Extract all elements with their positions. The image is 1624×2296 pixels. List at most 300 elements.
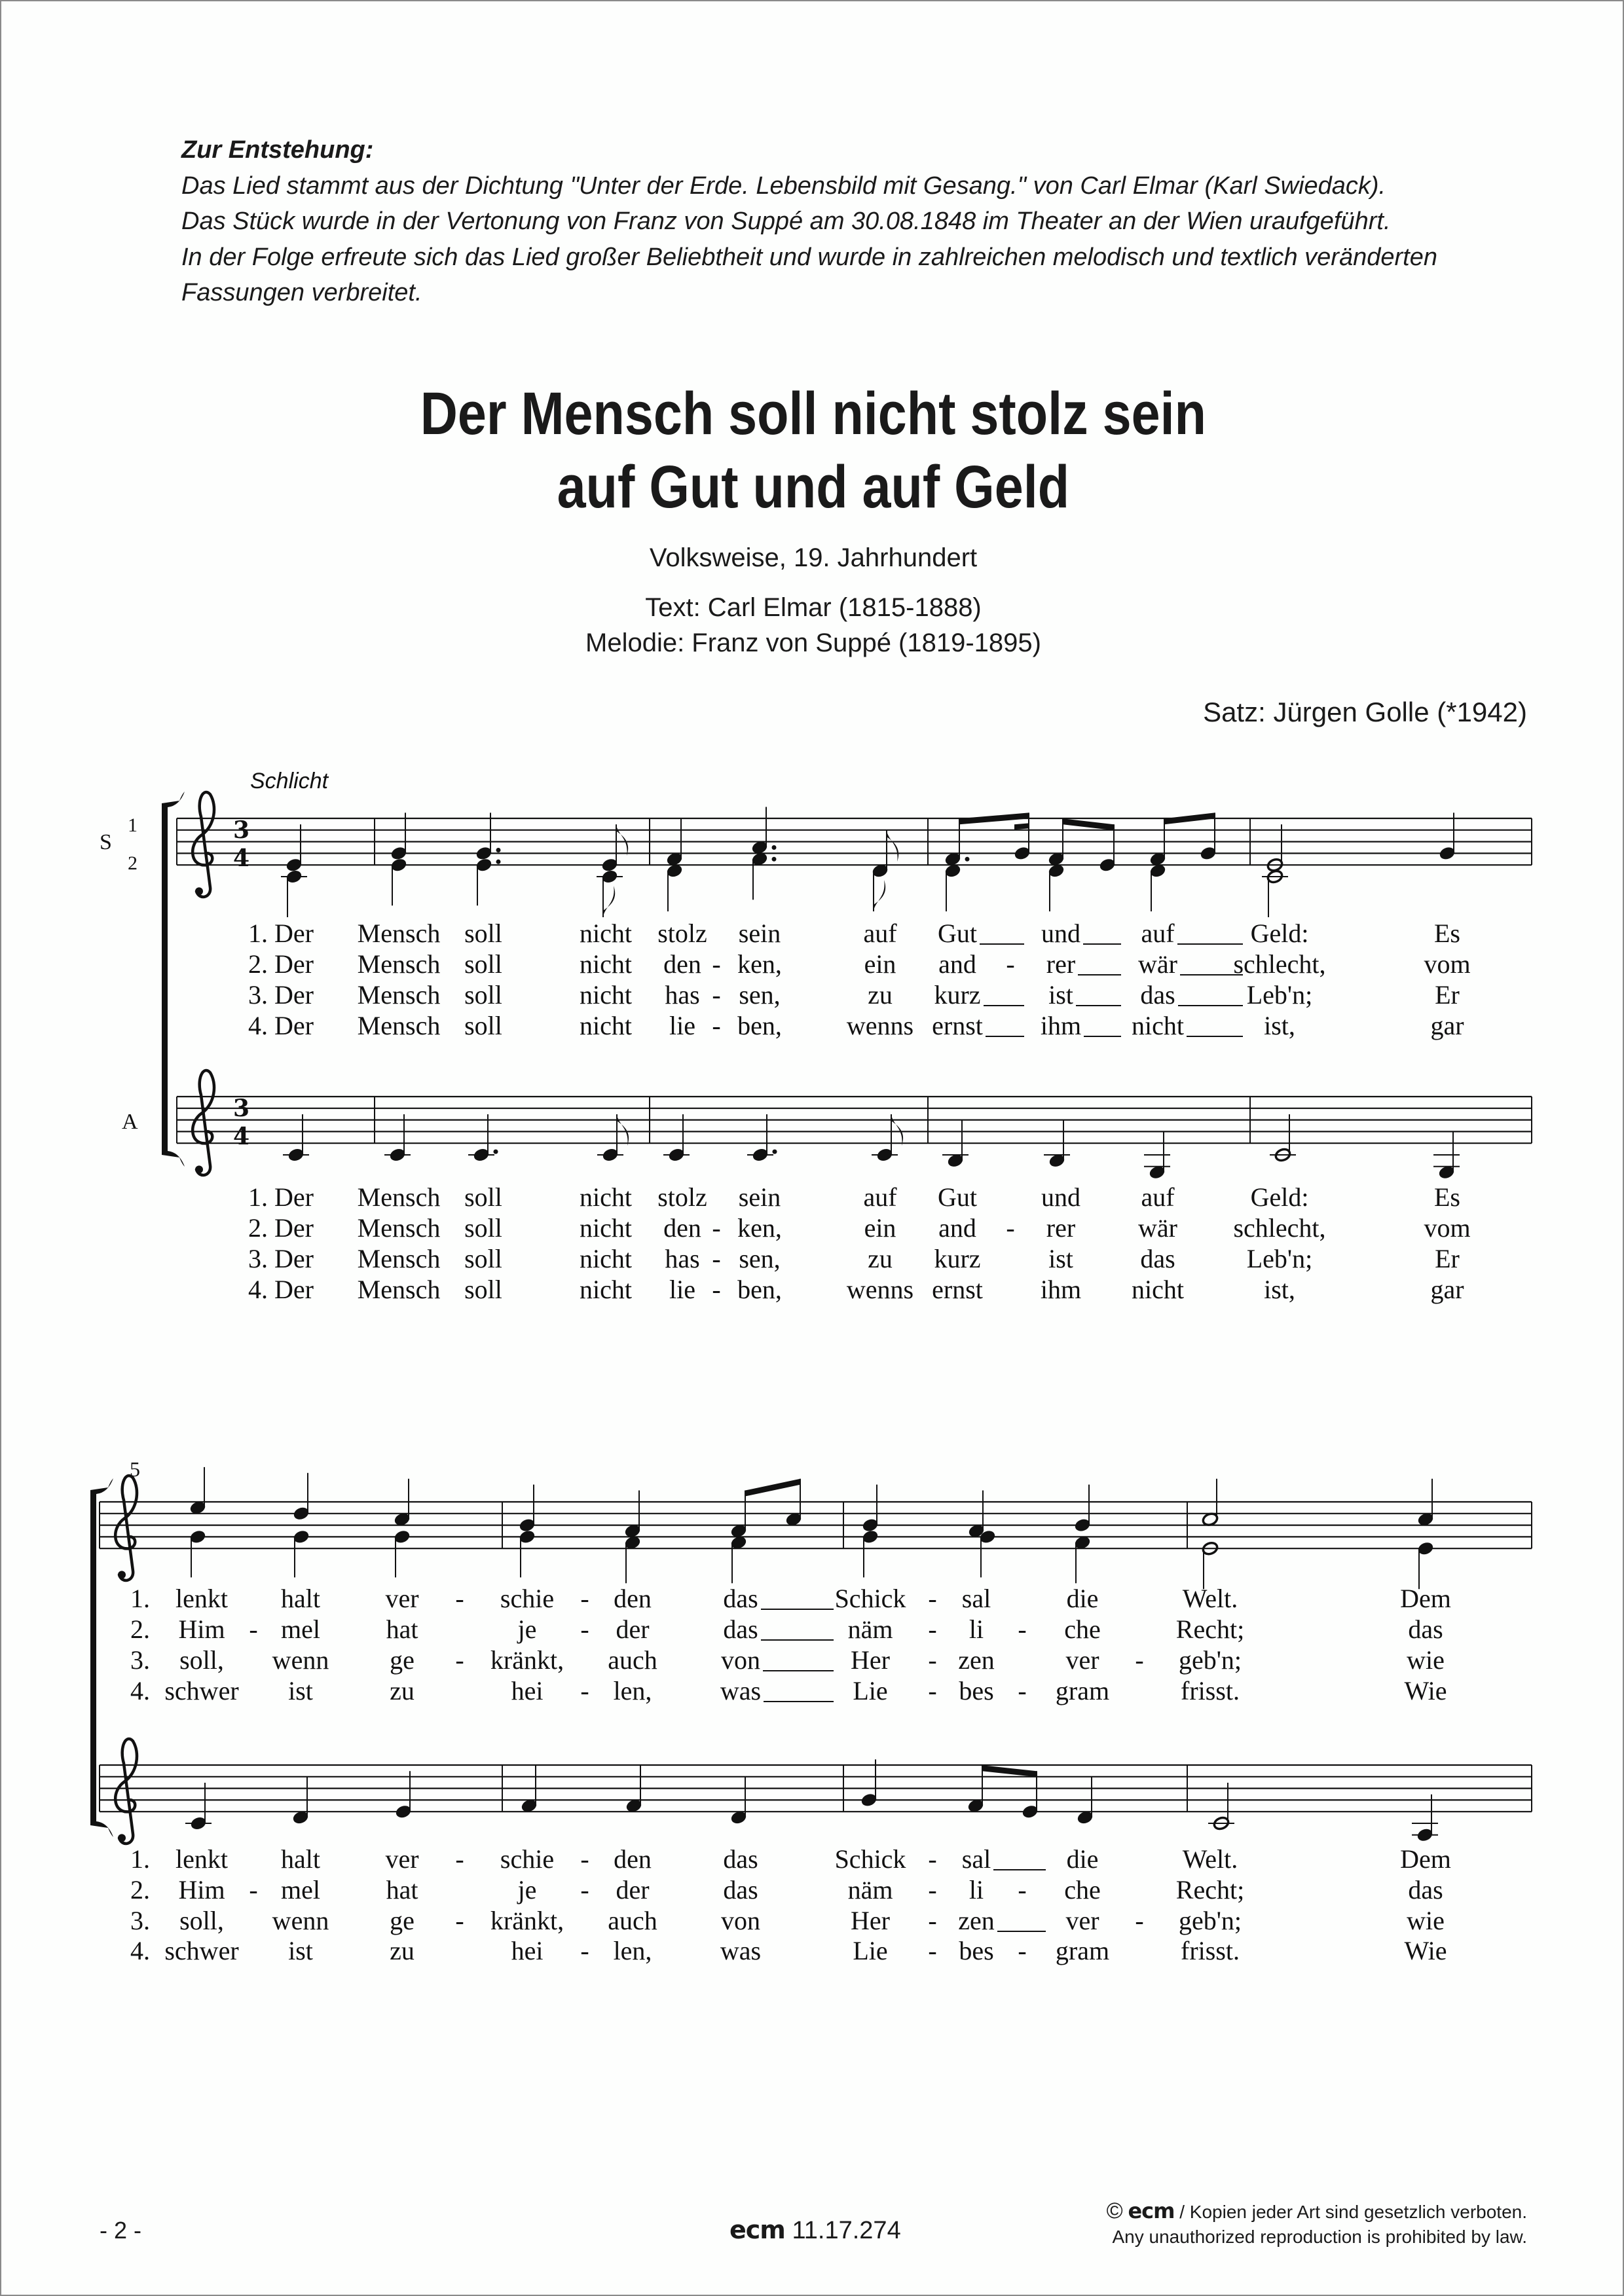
lyric-extender-line	[1084, 1036, 1121, 1037]
lyric-syllable: rer	[1046, 1213, 1076, 1243]
lyric-hyphen: -	[455, 1645, 464, 1675]
lyric-extender-line	[1178, 1005, 1244, 1006]
lyric-syllable: kränkt,	[490, 1645, 564, 1675]
augmentation-dot	[494, 1150, 498, 1154]
note-flag	[616, 824, 628, 856]
time-signature-top: 3	[233, 816, 250, 844]
origin-line: Das Lied stammt aus der Dichtung "Unter der Erde. Lebensbild mit Gesang." von Carl Elmar (Karl Swiedack).	[181, 172, 1386, 200]
lyric-syllable: den	[663, 949, 701, 979]
lyric-syllable: Lie	[853, 1936, 888, 1965]
lyric-extender-line	[984, 1005, 1025, 1006]
lyric-syllable: Him	[178, 1614, 225, 1644]
lyric-syllable: nicht	[580, 919, 632, 948]
lyric-syllable: soll	[464, 1275, 502, 1304]
verse-number: 3.	[248, 980, 268, 1010]
lyric-syllable: Schick	[834, 1584, 906, 1613]
lyric-syllable: ist,	[1264, 1011, 1295, 1040]
lyric-hyphen: -	[928, 1906, 937, 1935]
lyric-syllable: von	[721, 1645, 760, 1675]
augmentation-dot	[773, 1150, 777, 1154]
lyric-syllable: gram	[1055, 1936, 1110, 1965]
lyric-syllable: ver	[1065, 1906, 1099, 1935]
time-signature-bottom: 4	[233, 1123, 250, 1150]
lyric-syllable: and	[938, 1213, 976, 1243]
lyric-syllable: ein	[864, 1213, 896, 1243]
lyric-extender-line	[1187, 1036, 1243, 1037]
lyric-syllable: die	[1066, 1584, 1099, 1613]
note-beam	[1164, 812, 1215, 824]
note-beam	[745, 1479, 800, 1497]
lyric-syllable: soll	[464, 919, 502, 948]
lyric-syllable: schie	[500, 1844, 555, 1874]
lyric-syllable: Mensch	[357, 1011, 441, 1040]
score-notation	[1, 1, 1624, 2296]
lyric-syllable: Leb'n;	[1246, 1244, 1313, 1273]
bracket-hook-bottom	[162, 1151, 185, 1167]
lyric-syllable: Der	[274, 1275, 314, 1304]
lyric-syllable: has	[665, 1244, 700, 1273]
page-number: - 2 -	[100, 2217, 142, 2244]
lyric-syllable: Der	[274, 1213, 314, 1243]
lyric-hyphen: -	[1006, 949, 1015, 979]
lyric-syllable: Der	[274, 1011, 314, 1040]
lyric-syllable: nicht	[1132, 1011, 1184, 1040]
lyric-syllable: Mensch	[357, 1182, 441, 1212]
lyric-syllable: wie	[1407, 1645, 1445, 1675]
lyric-hyphen: -	[455, 1584, 464, 1613]
lyric-syllable: was	[720, 1936, 762, 1965]
lyric-syllable: halt	[281, 1584, 320, 1613]
verse-number: 4.	[248, 1275, 268, 1304]
note-beam	[1063, 818, 1114, 830]
lyric-syllable: Mensch	[357, 980, 441, 1010]
lyric-syllable: gar	[1430, 1011, 1464, 1040]
lyric-syllable: soll	[464, 1213, 502, 1243]
origin-subtitle: Volksweise, 19. Jahrhundert	[649, 543, 978, 572]
lyric-syllable: Es	[1434, 1182, 1460, 1212]
staff-sys1_upper	[177, 792, 1532, 917]
lyric-hyphen: -	[928, 1844, 937, 1874]
lyric-syllable: ist	[1048, 1244, 1073, 1273]
verse-number: 3.	[248, 1244, 268, 1273]
verse-number: 1.	[248, 1182, 268, 1212]
augmentation-dot	[496, 848, 501, 852]
lyric-syllable: li	[969, 1875, 984, 1904]
lyric-syllable: che	[1064, 1875, 1101, 1904]
lyric-syllable: Her	[851, 1906, 890, 1935]
lyric-syllable: kurz	[934, 980, 981, 1010]
lyric-syllable: Er	[1435, 1244, 1460, 1273]
time-signature-bottom: 4	[233, 845, 250, 872]
time-signature-top: 3	[233, 1095, 250, 1122]
lyric-syllable: ben,	[737, 1275, 782, 1304]
lyric-syllable: Recht;	[1175, 1875, 1245, 1904]
lyric-syllable: nicht	[580, 949, 632, 979]
lyric-syllable: ein	[864, 949, 896, 979]
lyric-syllable: soll	[464, 1244, 502, 1273]
lyric-syllable: das	[723, 1844, 758, 1874]
lyric-syllable: wie	[1407, 1906, 1445, 1935]
lyric-syllable: soll,	[179, 1906, 224, 1935]
lyric-syllable: bes	[959, 1936, 994, 1965]
bracket-hook-top	[162, 792, 185, 807]
note-beam	[959, 812, 1029, 824]
lyric-syllable: Geld:	[1250, 1182, 1309, 1212]
lyric-syllable: je	[517, 1614, 537, 1644]
copyright-line-2: Any unauthorized reproduction is prohibited by law.	[1112, 2227, 1527, 2247]
lyric-syllable: Mensch	[357, 1213, 441, 1243]
note-flag	[887, 830, 898, 862]
lyric-syllable: mel	[281, 1875, 320, 1904]
lyric-hyphen: -	[712, 980, 721, 1010]
lyric-syllable: Es	[1434, 919, 1460, 948]
verse-number: 1.	[130, 1584, 150, 1613]
lyric-syllable: das	[1408, 1614, 1443, 1644]
lyric-syllable: geb'n;	[1178, 1645, 1242, 1675]
note-flag	[617, 1114, 629, 1146]
lyric-syllable: auch	[608, 1906, 657, 1935]
lyric-syllable: lenkt	[175, 1584, 228, 1613]
lyric-syllable: hei	[511, 1936, 544, 1965]
lyric-syllable: soll	[464, 1011, 502, 1040]
lyric-syllable: sal	[961, 1844, 991, 1874]
lyric-syllable: stolz	[657, 919, 707, 948]
lyric-syllable: schie	[500, 1584, 555, 1613]
staff-sys2_lower	[100, 1739, 1532, 1844]
lyric-hyphen: -	[1135, 1645, 1144, 1675]
arranger-credit: Satz: Jürgen Golle (*1942)	[1203, 697, 1527, 727]
lyric-extender-line	[1083, 943, 1121, 945]
lyric-extender-line	[1177, 943, 1244, 945]
lyric-syllable: ben,	[737, 1011, 782, 1040]
lyric-syllable: nicht	[1132, 1275, 1184, 1304]
lyric-syllable: Er	[1435, 980, 1460, 1010]
lyric-syllable: Der	[274, 1244, 314, 1273]
lyric-syllable: Schick	[834, 1844, 906, 1874]
lyric-syllable: hat	[386, 1875, 418, 1904]
lyric-syllable: wenns	[846, 1275, 914, 1304]
lyric-syllable: je	[517, 1875, 537, 1904]
lyric-syllable: frisst.	[1181, 1676, 1240, 1705]
lyric-syllable: Wie	[1404, 1936, 1447, 1965]
verse-number: 1.	[248, 919, 268, 948]
verse-number: 2.	[130, 1614, 150, 1644]
lyric-syllable: Leb'n;	[1246, 980, 1313, 1010]
verse-number: 4.	[130, 1936, 150, 1965]
lyric-hyphen: -	[712, 1275, 721, 1304]
treble-clef-icon-dot	[195, 887, 203, 895]
lyric-syllable: len,	[613, 1676, 652, 1705]
lyric-syllable: Mensch	[357, 1275, 441, 1304]
note-flag	[874, 880, 885, 911]
tempo-marking: Schlicht	[250, 769, 329, 793]
note-beam-secondary	[1014, 823, 1029, 829]
lyric-syllable: nicht	[580, 1244, 632, 1273]
augmentation-dot	[772, 857, 777, 862]
staff-label-soprano: S	[100, 830, 112, 854]
system-bracket	[162, 803, 168, 1155]
lyric-syllable: soll	[464, 1182, 502, 1212]
lyric-syllable: wenn	[272, 1645, 329, 1675]
treble-clef-icon-dot	[195, 1165, 203, 1173]
lyric-syllable: auf	[1141, 919, 1175, 948]
lyric-syllable: schlecht,	[1233, 949, 1326, 979]
verse-number: 4.	[130, 1676, 150, 1705]
treble-clef-icon-dot	[118, 1834, 126, 1842]
bracket-hook-top	[90, 1478, 113, 1494]
lyric-hyphen: -	[712, 949, 721, 979]
lyric-syllable: gar	[1430, 1275, 1464, 1304]
lyric-syllable: kurz	[934, 1244, 981, 1273]
copyright-line-1: / Kopien jeder Art sind gesetzlich verboten.	[1174, 2202, 1527, 2222]
lyric-syllable: den	[614, 1844, 652, 1874]
lyric-syllable: frisst.	[1181, 1936, 1240, 1965]
lyric-syllable: Der	[274, 980, 314, 1010]
lyric-syllable: nicht	[580, 1011, 632, 1040]
lyric-syllable: und	[1041, 919, 1080, 948]
origin-line: Fassungen verbreitet.	[181, 279, 422, 306]
lyric-syllable: hat	[386, 1614, 418, 1644]
lyric-syllable: lie	[669, 1275, 695, 1304]
lyric-syllable: vom	[1424, 1213, 1471, 1243]
staff-sys1_lower	[177, 1070, 1532, 1180]
lyric-syllable: zu	[868, 1244, 893, 1273]
melody-credit: Melodie: Franz von Suppé (1819-1895)	[585, 629, 1041, 657]
lyric-syllable: sein	[738, 1182, 781, 1212]
lyric-extender-line	[980, 943, 1024, 945]
origin-heading: Zur Entstehung:	[181, 136, 374, 164]
lyric-syllable: Welt.	[1182, 1584, 1238, 1613]
copyright-icon: ©	[1106, 2198, 1123, 2223]
lyric-syllable: wenns	[846, 1011, 914, 1040]
lyric-syllable: Mensch	[357, 1244, 441, 1273]
lyric-extender-line	[1076, 1005, 1121, 1006]
lyric-syllable: näm	[847, 1614, 893, 1644]
staff-label-soprano-2: 2	[128, 852, 138, 874]
lyric-syllable: soll,	[179, 1645, 224, 1675]
verse-number: 4.	[248, 1011, 268, 1040]
lyric-extender-line	[761, 1639, 834, 1641]
verse-number: 3.	[130, 1645, 150, 1675]
lyric-syllable: wenn	[272, 1906, 329, 1935]
lyric-hyphen: -	[249, 1875, 258, 1904]
lyric-syllable: sen,	[739, 980, 781, 1010]
lyric-extender-line	[761, 1609, 834, 1610]
lyric-syllable: Welt.	[1182, 1844, 1238, 1874]
lyric-syllable: näm	[847, 1875, 893, 1904]
lyric-syllable: das	[723, 1614, 758, 1644]
lyric-syllable: Her	[851, 1645, 890, 1675]
lyric-syllable: che	[1064, 1614, 1101, 1644]
treble-clef-icon	[193, 792, 214, 897]
lyric-syllable: Dem	[1400, 1844, 1451, 1874]
catalog-number	[729, 2215, 901, 2245]
lyric-hyphen: -	[580, 1584, 589, 1613]
lyric-hyphen: -	[928, 1614, 937, 1644]
lyric-syllable: Mensch	[357, 949, 441, 979]
lyric-syllable: zu	[390, 1936, 415, 1965]
augmentation-dot	[496, 860, 501, 864]
lyric-syllable: der	[616, 1875, 650, 1904]
treble-clef-icon	[115, 1739, 137, 1844]
text-credit: Text: Carl Elmar (1815-1888)	[645, 593, 982, 622]
augmentation-dot	[965, 857, 970, 862]
lyric-syllable: von	[721, 1906, 760, 1935]
note-flag	[603, 886, 615, 917]
lyric-hyphen: -	[928, 1645, 937, 1675]
lyric-hyphen: -	[580, 1936, 589, 1965]
lyric-syllable: Der	[274, 1182, 314, 1212]
lyric-syllable: mel	[281, 1614, 320, 1644]
bracket-hook-bottom	[90, 1821, 113, 1837]
lyric-syllable: rer	[1046, 949, 1076, 979]
title-text: Der Mensch soll nicht stolz sein	[420, 380, 1207, 447]
copyright-notice	[1107, 2198, 1527, 2250]
lyric-syllable: geb'n;	[1178, 1906, 1242, 1935]
lyric-syllable: Lie	[853, 1676, 888, 1705]
lyric-syllable: ge	[390, 1645, 415, 1675]
note-flag	[891, 1114, 903, 1146]
lyric-hyphen: -	[1018, 1614, 1027, 1644]
lyric-syllable: das	[1408, 1875, 1443, 1904]
lyric-syllable: ernst	[932, 1275, 983, 1304]
lyric-syllable: kränkt,	[490, 1906, 564, 1935]
origin-line: In der Folge erfreute sich das Lied großer Beliebtheit und wurde in zahlreichen melodisch und textlich veränderten	[181, 243, 1437, 271]
lyric-syllable: ist	[288, 1676, 313, 1705]
lyric-hyphen: -	[1018, 1936, 1027, 1965]
staff-sys2_upper	[100, 1467, 1532, 1589]
lyric-syllable: sein	[738, 919, 781, 948]
lyric-syllable: soll	[464, 980, 502, 1010]
lyric-syllable: ver	[385, 1844, 419, 1874]
lyric-syllable: ist	[288, 1936, 313, 1965]
lyric-syllable: ernst	[932, 1011, 983, 1040]
lyric-syllable: Wie	[1404, 1676, 1447, 1705]
title-text: auf Gut und auf Geld	[557, 454, 1070, 520]
lyric-syllable: vom	[1424, 949, 1471, 979]
lyric-syllable: zu	[390, 1676, 415, 1705]
lyric-hyphen: -	[455, 1906, 464, 1935]
lyric-extender-line	[1078, 974, 1121, 975]
lyric-hyphen: -	[928, 1875, 937, 1904]
lyric-syllable: sal	[961, 1584, 991, 1613]
lyric-syllable: der	[616, 1614, 650, 1644]
staff-label-soprano-1: 1	[128, 814, 138, 836]
lyric-syllable: lie	[669, 1011, 695, 1040]
lyric-syllable: soll	[464, 949, 502, 979]
lyric-syllable: lenkt	[175, 1844, 228, 1874]
lyric-syllable: ver	[385, 1584, 419, 1613]
lyric-syllable: auf	[1141, 1182, 1175, 1212]
lyric-syllable: ist	[1048, 980, 1073, 1010]
lyric-syllable: halt	[281, 1844, 320, 1874]
treble-clef-icon	[115, 1476, 137, 1580]
ecm-logo: ecm	[729, 2215, 785, 2244]
lyric-syllable: ge	[390, 1906, 415, 1935]
lyric-syllable: das	[1140, 980, 1175, 1010]
origin-line: Das Stück wurde in der Vertonung von Franz von Suppé am 30.08.1848 im Theater an der Wien uraufgeführt.	[181, 208, 1391, 235]
lyric-hyphen: -	[455, 1844, 464, 1874]
lyric-syllable: Geld:	[1250, 919, 1309, 948]
lyric-syllable: ken,	[737, 949, 782, 979]
lyric-syllable: das	[1140, 1244, 1175, 1273]
staff-label-alto: A	[122, 1110, 138, 1134]
lyric-hyphen: -	[580, 1614, 589, 1644]
lyric-hyphen: -	[712, 1244, 721, 1273]
treble-clef-icon-dot	[118, 1571, 126, 1578]
lyric-syllable: was	[720, 1676, 762, 1705]
lyric-hyphen: -	[712, 1011, 721, 1040]
lyric-hyphen: -	[580, 1875, 589, 1904]
note-beam	[982, 1765, 1037, 1777]
lyric-syllable: den	[663, 1213, 701, 1243]
lyric-hyphen: -	[1006, 1213, 1015, 1243]
lyric-hyphen: -	[1018, 1875, 1027, 1904]
lyric-syllable: len,	[613, 1936, 652, 1965]
lyric-syllable: Recht;	[1175, 1614, 1245, 1644]
lyric-hyphen: -	[1018, 1676, 1027, 1705]
lyric-syllable: Dem	[1400, 1584, 1451, 1613]
lyric-syllable: ken,	[737, 1213, 782, 1243]
lyric-syllable: zen	[958, 1906, 995, 1935]
lyric-syllable: ihm	[1040, 1011, 1082, 1040]
lyric-extender-line	[764, 1701, 834, 1702]
lyric-extender-line	[997, 1931, 1046, 1932]
lyric-syllable: Him	[178, 1875, 225, 1904]
lyric-extender-line	[993, 1869, 1046, 1870]
lyric-syllable: ist,	[1264, 1275, 1295, 1304]
lyric-syllable: ihm	[1040, 1275, 1082, 1304]
augmentation-dot	[772, 845, 777, 850]
lyric-extender-line	[986, 1036, 1024, 1037]
lyric-syllable: die	[1066, 1844, 1099, 1874]
lyric-extender-line	[763, 1670, 834, 1671]
measure-number: 5	[130, 1457, 140, 1481]
lyric-syllable: schwer	[164, 1676, 239, 1705]
lyric-syllable: wär	[1138, 949, 1177, 979]
lyric-syllable: nicht	[580, 1275, 632, 1304]
lyric-hyphen: -	[249, 1614, 258, 1644]
lyric-syllable: das	[723, 1584, 758, 1613]
lyric-syllable: zu	[868, 980, 893, 1010]
lyric-syllable: wär	[1138, 1213, 1177, 1243]
lyric-syllable: nicht	[580, 1213, 632, 1243]
lyric-syllable: Mensch	[357, 919, 441, 948]
lyric-syllable: Der	[274, 919, 314, 948]
treble-clef-icon	[193, 1070, 214, 1175]
lyric-syllable: Der	[274, 949, 314, 979]
lyric-syllable: and	[938, 949, 976, 979]
lyric-syllable: auch	[608, 1645, 657, 1675]
lyric-syllable: bes	[959, 1676, 994, 1705]
lyric-syllable: stolz	[657, 1182, 707, 1212]
lyric-hyphen: -	[928, 1936, 937, 1965]
lyric-hyphen: -	[928, 1584, 937, 1613]
lyric-hyphen: -	[580, 1844, 589, 1874]
lyric-syllable: Gut	[938, 919, 977, 948]
lyric-hyphen: -	[712, 1213, 721, 1243]
ecm-logo: ecm	[1128, 2198, 1175, 2223]
lyric-syllable: Gut	[938, 1182, 977, 1212]
verse-number: 3.	[130, 1906, 150, 1935]
lyric-hyphen: -	[1135, 1906, 1144, 1935]
lyric-syllable: li	[969, 1614, 984, 1644]
lyric-syllable: das	[723, 1875, 758, 1904]
lyric-syllable: has	[665, 980, 700, 1010]
lyric-syllable: und	[1041, 1182, 1080, 1212]
lyric-syllable: nicht	[580, 980, 632, 1010]
lyric-syllable: hei	[511, 1676, 544, 1705]
